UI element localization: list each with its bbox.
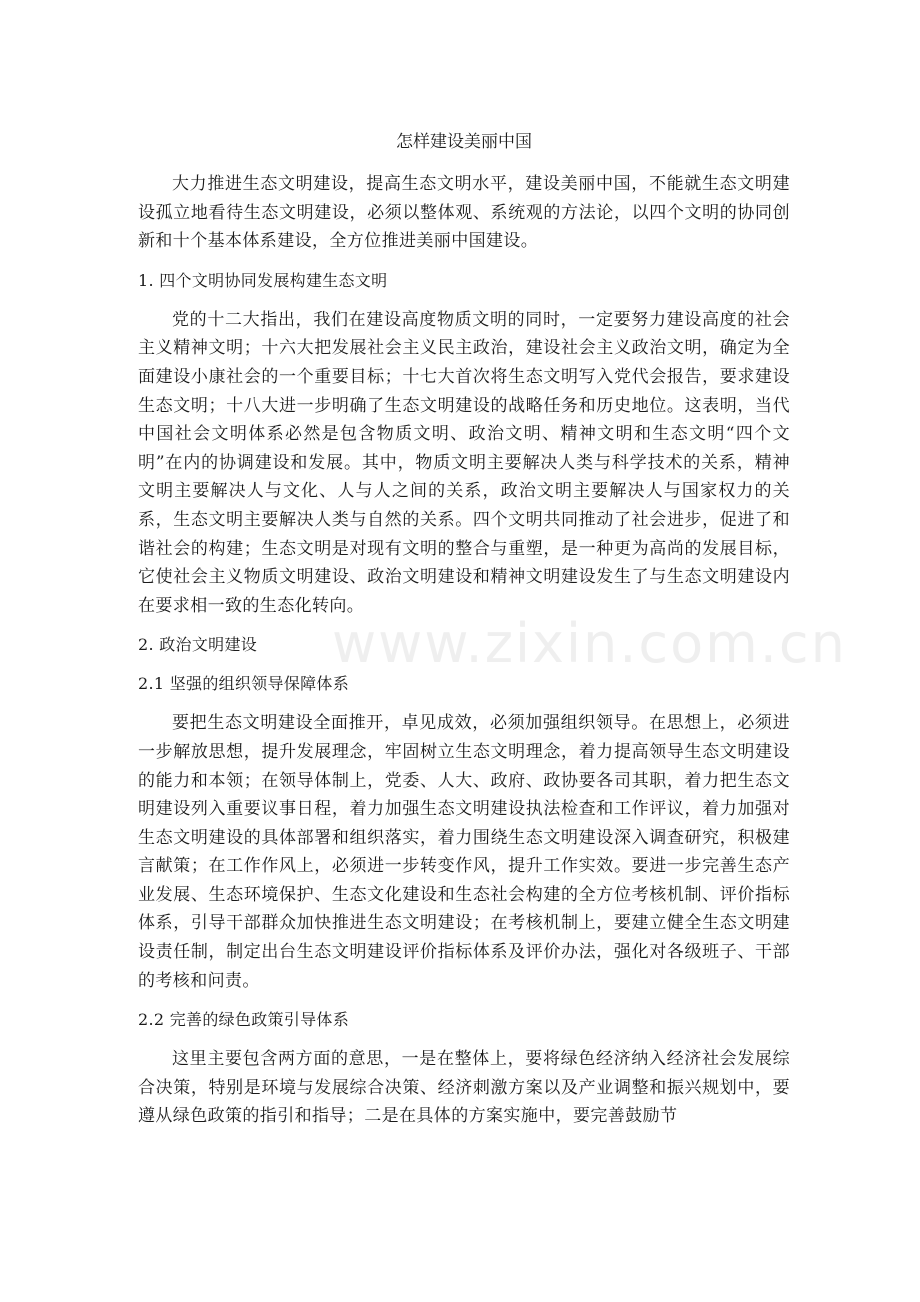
document-body: [138, 128, 790, 1142]
section-1-paragraph: 党的十二大指出，我们在建设高度物质文明的同时，一定要努力建设高度的社会主义精神文明；十六大把发展社会主义民主政治，建设社会主义政治文明，确定为全面建设小康社会的一个重要目标；十七大首次将生态文明写入党代会报告，要求建设生态文明；十八大进一步明确了生态文明建设的战略任务和历史地位。这表明，当代中国社会文明体系必然是包含物质文明、政治文明、精神文明和生态文明“四个文明”在内的协调建设和发展。其中，物质文明主要解决人类与科学技术的关系，精神文明主要解决人与文化、人与人之间的关系，政治文明主要解决人与国家权力的关系，生态文明主要解决人类与自然的关系。四个文明共同推动了社会进步，促进了和谐社会的构建；生态文明是对现有文明的整合与重塑，是一种更为高尚的发展目标，它使社会主义物质文明建设、政治文明建设和精神文明建设发生了与生态文明建设内在要求相一致的生态化转向。: [138, 309, 790, 616]
watermark-text: www.zixin.com.cn: [332, 612, 847, 675]
section-1-heading: 1. 四个文明协同发展构建生态文明: [138, 270, 388, 290]
section-2-1-heading: 2.1 坚强的组织领导保障体系: [138, 674, 350, 694]
section-2-2-heading: 2.2 完善的绿色政策引导体系: [138, 1010, 350, 1030]
section-2-2-paragraph: 这里主要包含两方面的意思，一是在整体上，要将绿色经济纳入经济社会发展综合决策，特别是环境与发展综合决策、经济刺激方案以及产业调整和振兴规划中，要遵从绿色政策的指引和指导；二是在具体的方案实施中，要完善鼓励节: [138, 1049, 790, 1127]
document-title: 怎样建设美丽中国: [396, 132, 532, 152]
intro-paragraph: 大力推进生态文明建设，提高生态文明水平，建设美丽中国，不能就生态文明建设孤立地看待生态文明建设，必须以整体观、系统观的方法论，以四个文明的协同创新和十个基本体系建设，全方位推进美丽中国建设。: [138, 174, 790, 252]
section-2-heading: 2. 政治文明建设: [138, 635, 258, 655]
section-2-1-paragraph: 要把生态文明建设全面推开，卓见成效，必须加强组织领导。在思想上，必须进一步解放思想，提升发展理念，牢固树立生态文明理念，着力提高领导生态文明建设的能力和本领；在领导体制上，党委、人大、政府、政协要各司其职，着力把生态文明建设列入重要议事日程，着力加强生态文明建设执法检查和工作评议，着力加强对生态文明建设的具体部署和组织落实，着力围绕生态文明建设深入调查研究，积极建言献策；在工作作风上，必须进一步转变作风，提升工作实效。要进一步完善生态产业发展、生态环境保护、生态文化建设和生态社会构建的全方位考核机制、评价指标体系，引导干部群众加快推进生态文明建设；在考核机制上，要建立健全生态文明建设责任制，制定出台生态文明建设评价指标体系及评价办法，强化对各级班子、干部的考核和问责。: [138, 713, 790, 991]
